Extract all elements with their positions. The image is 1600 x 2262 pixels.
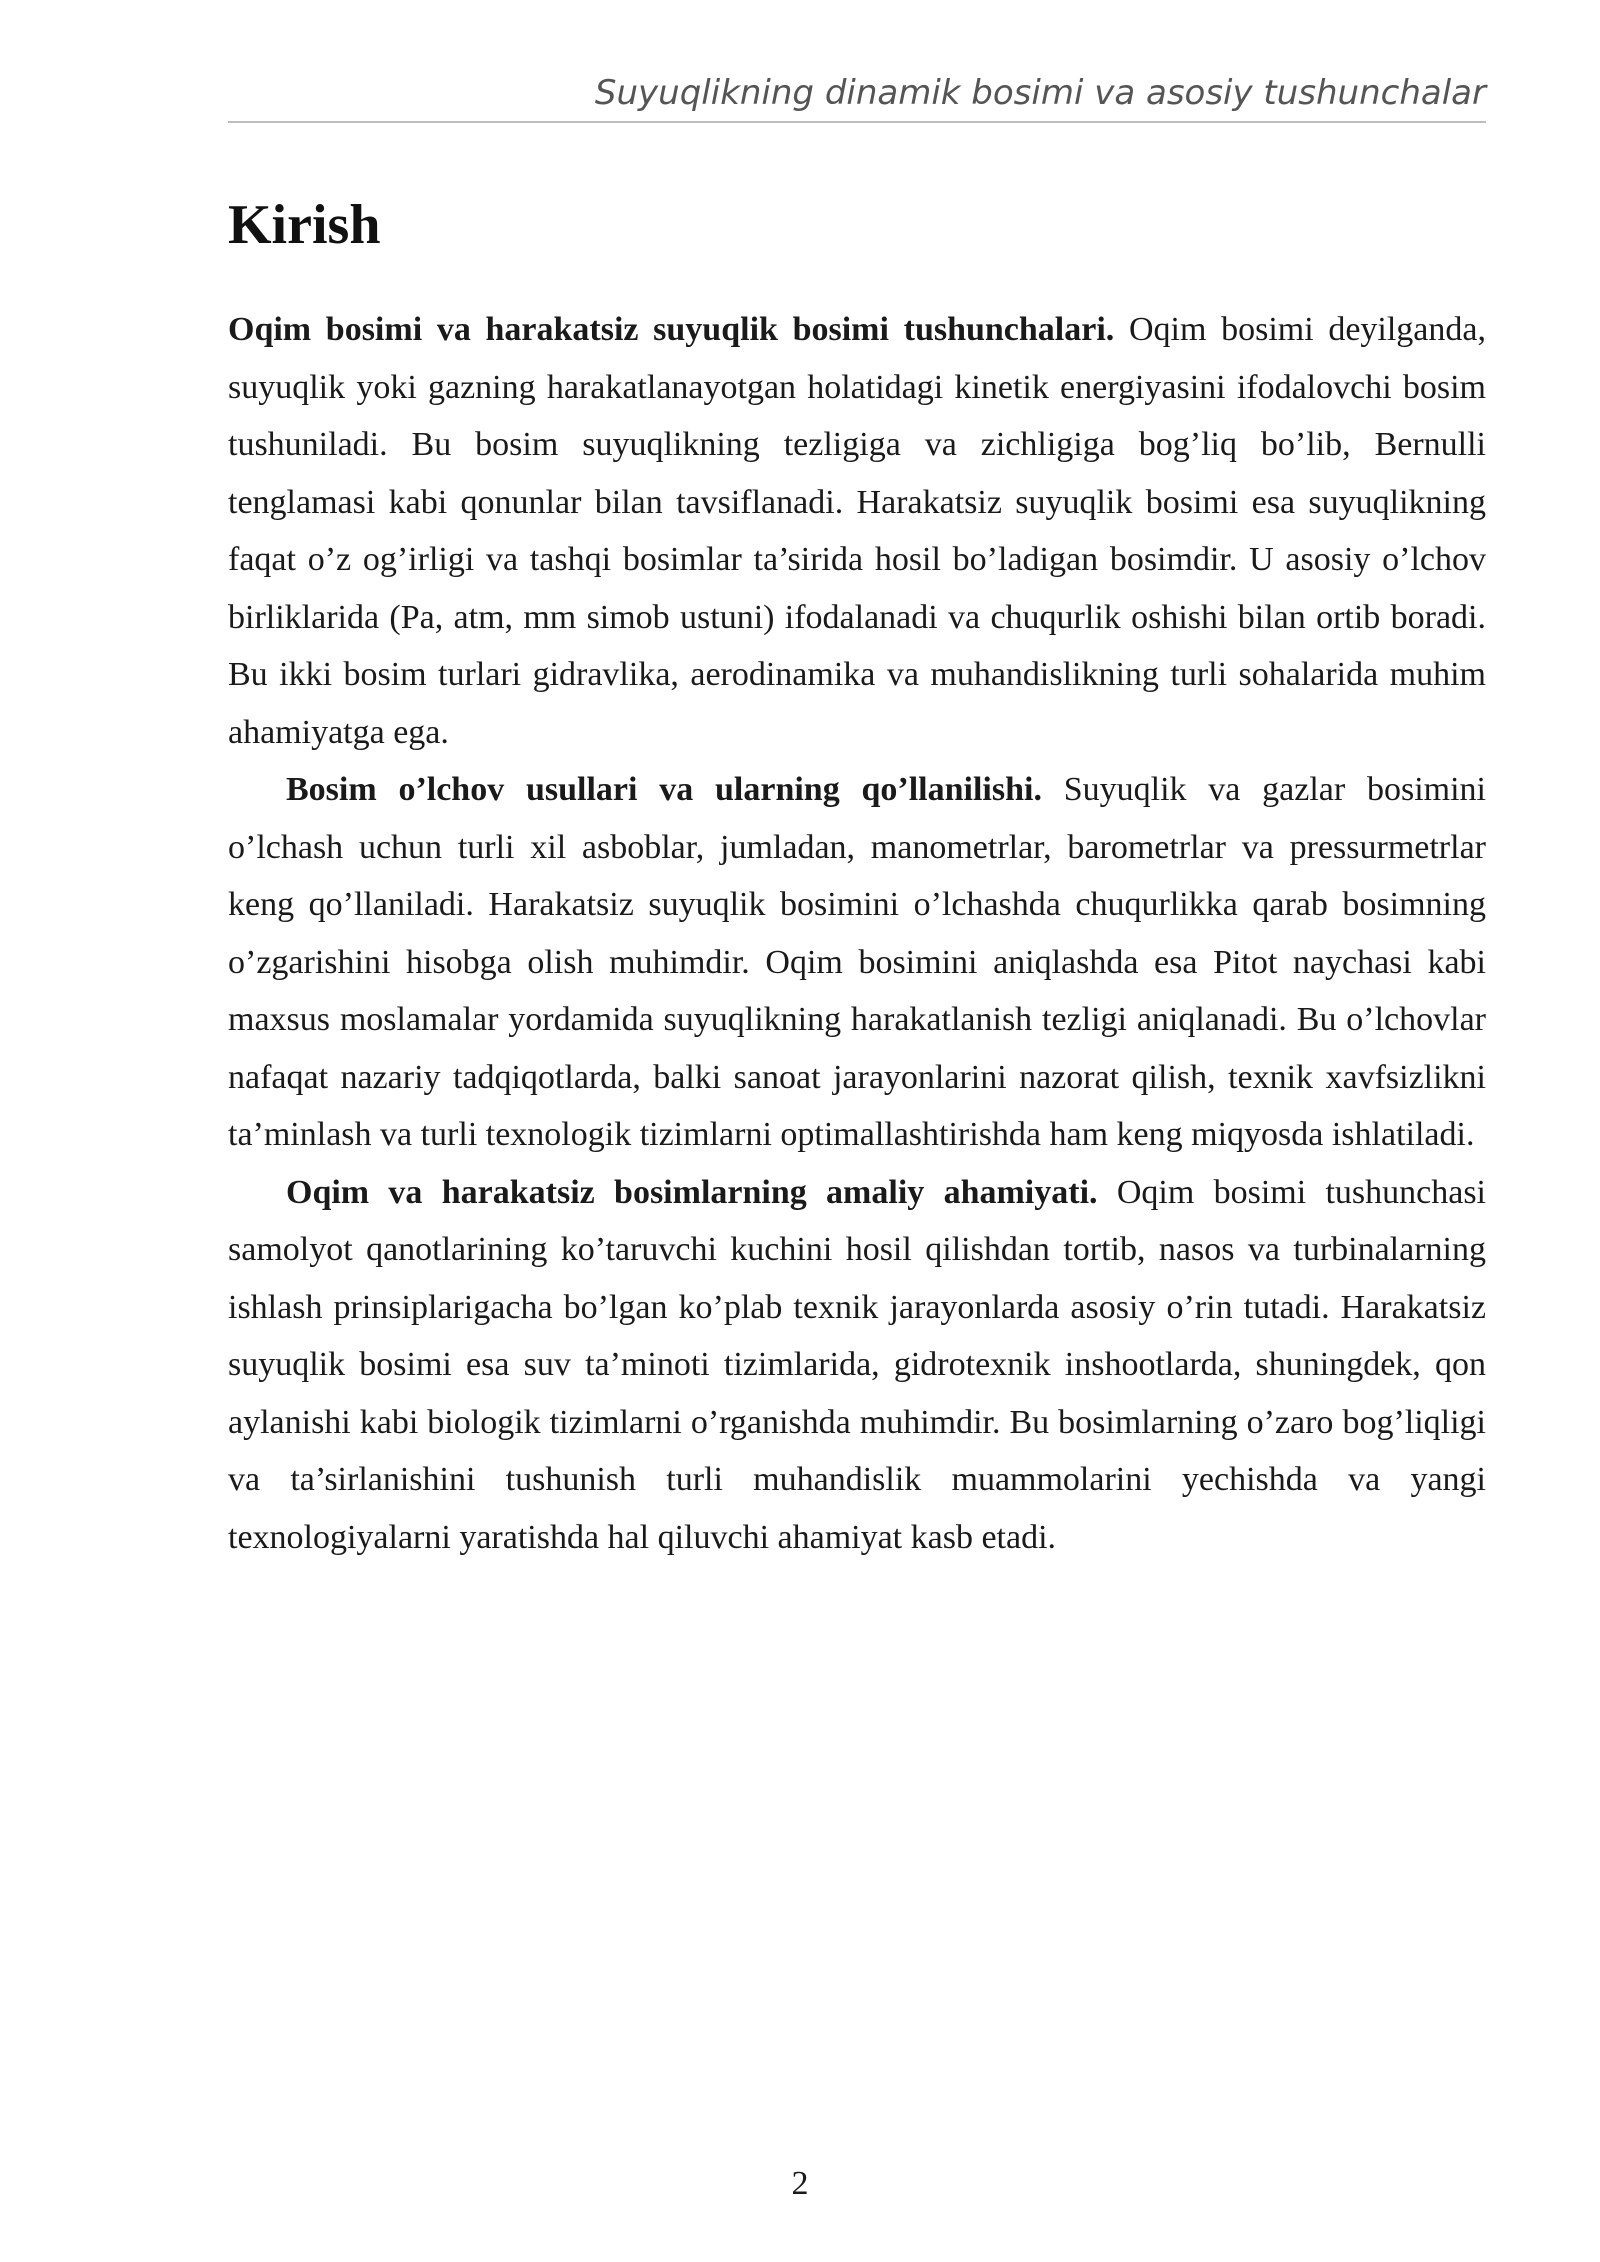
running-header: Suyuqlikning dinamik bosimi va asosiy tushunchalar	[594, 73, 1486, 113]
paragraph-practical-importance	[228, 1164, 1486, 1567]
section-title: Kirish	[228, 194, 381, 256]
paragraph-text: Suyuqlik va gazlar bosimini o’lchash uchun turli xil asboblar, jumladan, manometrlar, barometrlar va pressurmetrlar keng qo’llaniladi. Harakatsiz suyuqlik bosimini o’lchashda chuqurlikka qarab bosimning o’zgarishini hisobga olish muhimdir. Oqim bosimini aniqlashda esa Pitot naychasi kabi maxsus moslamalar yordamida suyuqlikning harakatlanish tezligi aniqlanadi. Bu o’lchovlar nafaqat nazariy tadqiqotlarda, balki sanoat jarayonlarini nazorat qilish, texnik xavfsizlikni ta’minlash va turli texnologik tizimlarni optimallashtirishda ham keng miqyosda ishlatiladi.	[228, 771, 1486, 1153]
paragraph-heading: Bosim o’lchov usullari va ularning qo’llanilishi.	[286, 771, 1042, 808]
paragraph-text: Oqim bosimi deyilganda, suyuqlik yoki gazning harakatlanayotgan holatidagi kinetik energiyasini ifodalovchi bosim tushuniladi. Bu bosim suyuqlikning tezligiga va zichligiga bog’liq bo’lib, Bernulli tenglamasi kabi qonunlar bilan tavsiflanadi. Harakatsiz suyuqlik bosimi esa suyuqlikning faqat o’z og’irligi va tashqi bosimlar ta’sirida hosil bo’ladigan bosimdir. U asosiy o’lchov birliklarida (Pa, atm, mm simob ustuni) ifodalanadi va chuqurlik oshishi bilan ortib boradi. Bu ikki bosim turlari gidravlika, aerodinamika va muhandislikning turli sohalarida muhim ahamiyatga ega.	[228, 311, 1486, 751]
header-divider	[228, 121, 1486, 123]
paragraph-text: Oqim bosimi tushunchasi samolyot qanotlarining ko’taruvchi kuchini hosil qilishdan tortib, nasos va turbinalarning ishlash prinsiplarigacha bo’lgan ko’plab texnik jarayonlarda asosiy o’rin tutadi. Harakatsiz suyuqlik bosimi esa suv ta’minoti tizimlarida, gidrotexnik inshootlarda, shuningdek, qon aylanishi kabi biologik tizimlarni o’rganishda muhimdir. Bu bosimlarning o’zaro bog’liqligi va ta’sirlanishini tushunish turli muhandislik muammolarini yechishda va yangi texnologiyalarni yaratishda hal qiluvchi ahamiyat kasb etadi.	[228, 1173, 1487, 1556]
page-number: 2	[791, 2165, 809, 2202]
paragraph-heading: Oqim va harakatsiz bosimlarning amaliy ahamiyati.	[286, 1173, 1098, 1211]
paragraph-pressure-concepts	[228, 301, 1486, 761]
paragraph-heading: Oqim bosimi va harakatsiz suyuqlik bosimi tushunchalari.	[228, 311, 1115, 348]
paragraph-measurement-methods	[228, 761, 1486, 1164]
body-text	[228, 301, 1486, 1566]
